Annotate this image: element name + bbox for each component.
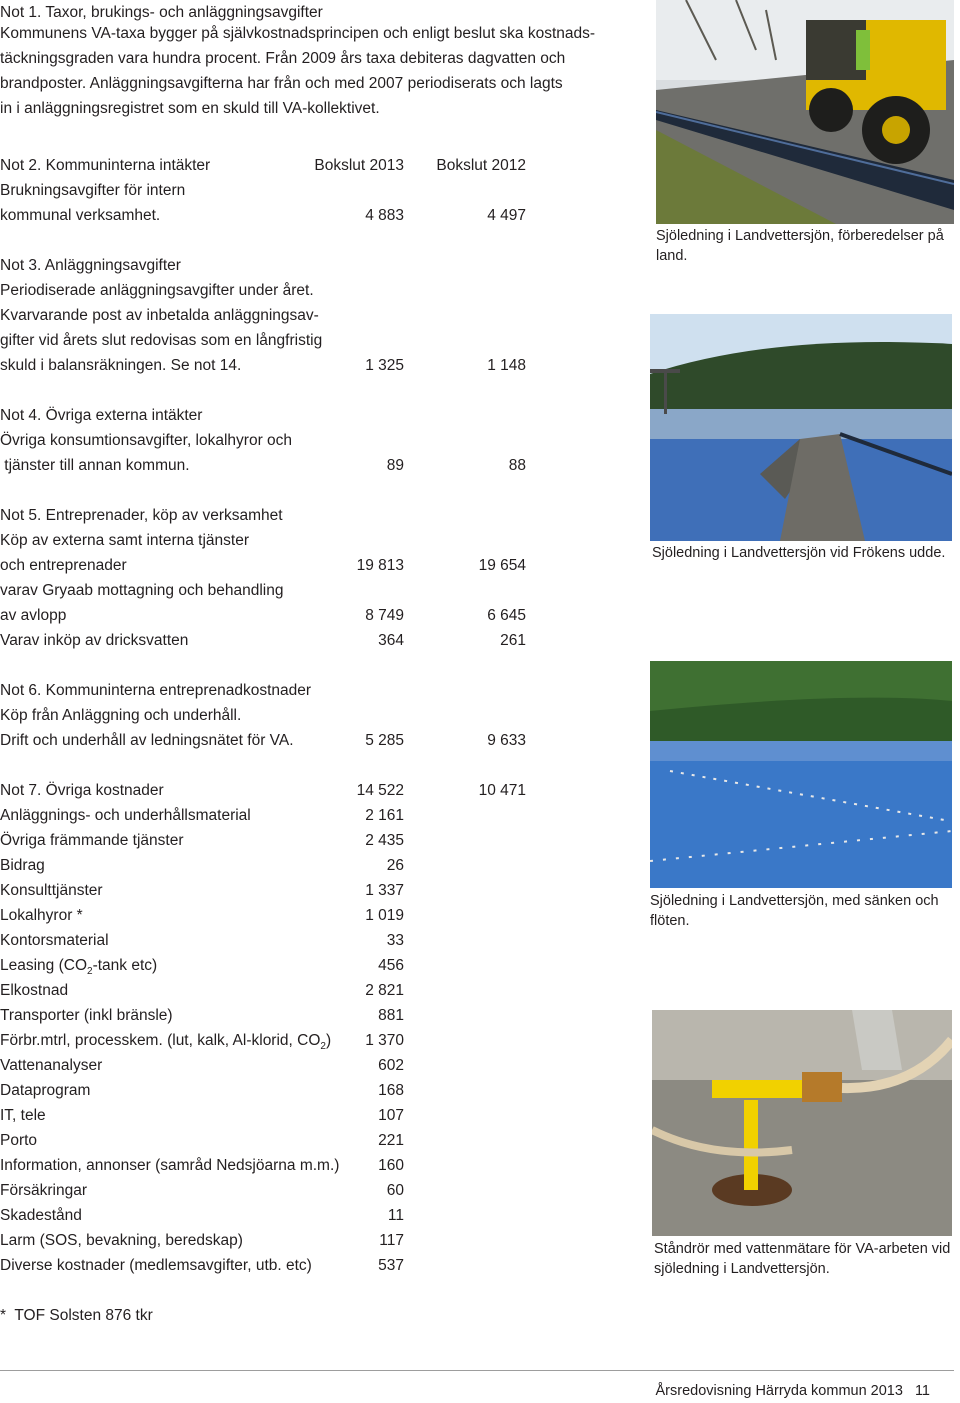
photo1-caption: Sjöledning i Landvettersjön, förberedelser på land. bbox=[656, 228, 944, 264]
not4-text-line: Övriga konsumtionsavgifter, lokalhyror och bbox=[0, 432, 293, 449]
not6-text-line: Köp från Anläggning och underhåll. bbox=[0, 707, 242, 724]
not2-value-2012: 4 497 bbox=[487, 207, 526, 224]
not7-row-label-part: ) bbox=[325, 1032, 332, 1049]
not7-row-value: 107 bbox=[378, 1107, 404, 1124]
not7-row-value: 2 435 bbox=[365, 832, 404, 849]
not7-row-value: 881 bbox=[378, 1007, 404, 1024]
not7-row-value: 26 bbox=[386, 857, 404, 874]
photo3-caption: Sjöledning i Landvettersjön, med sänken och flöten. bbox=[650, 893, 939, 929]
not7-row-label: Information, annonser (samråd Nedsjöarna m.m.) bbox=[0, 1157, 340, 1174]
not7-row-label: Transporter (inkl bränsle) bbox=[0, 1007, 173, 1024]
not7-row-label: Skadestånd bbox=[0, 1207, 82, 1224]
footer-rule bbox=[0, 1370, 954, 1371]
photo-lake-floats bbox=[650, 661, 952, 888]
footer bbox=[656, 1381, 930, 1401]
column-header-2012: Bokslut 2012 bbox=[436, 157, 526, 174]
not7-row-value: 11 bbox=[387, 1207, 404, 1224]
not7-row-value: 2 161 bbox=[365, 807, 404, 824]
not7-row-value: 1 370 bbox=[365, 1032, 404, 1049]
not7-row-label-part: Leasing (CO bbox=[0, 957, 88, 974]
not7-row-label-part: Förbr.mtrl, processkem. (lut, kalk, Al-klorid, CO bbox=[0, 1032, 321, 1049]
not7-row-value: 221 bbox=[378, 1132, 404, 1149]
not7-row-label: Dataprogram bbox=[0, 1082, 91, 1099]
photo-standpipe-meter bbox=[652, 1010, 952, 1236]
not7-row-label: Larm (SOS, bevakning, beredskap) bbox=[0, 1232, 243, 1249]
not4-value-2012: 88 bbox=[508, 457, 526, 474]
not7-row-label-subscript: 2 bbox=[320, 1041, 326, 1053]
footer-title: Årsredovisning Härryda kommun 2013 bbox=[655, 1383, 903, 1399]
not5-text-line: varav Gryaab mottagning och behandling bbox=[0, 582, 284, 599]
not4-text-line: tjänster till annan kommun. bbox=[0, 457, 190, 474]
not7-row-label: Kontorsmaterial bbox=[0, 932, 109, 949]
not7-row-value: 160 bbox=[378, 1157, 404, 1174]
not5-text-line: och entreprenader bbox=[0, 557, 127, 574]
not1-heading: Not 1. Taxor, brukings- och anläggningsavgifter bbox=[0, 4, 323, 21]
not4-value-2013: 89 bbox=[386, 457, 404, 474]
not7-value-2013: 14 522 bbox=[356, 782, 404, 799]
not7-heading: Not 7. Övriga kostnader bbox=[0, 782, 164, 799]
not7-row-label: Konsulttjänster bbox=[0, 882, 103, 899]
not2-heading: Not 2. Kommuninterna intäkter bbox=[0, 157, 211, 174]
not3-text-line: gifter vid årets slut redovisas som en långfristig bbox=[0, 332, 323, 349]
not5-value-2013: 19 813 bbox=[356, 557, 404, 574]
not7-row-label: Diverse kostnader (medlemsavgifter, utb. etc) bbox=[0, 1257, 312, 1274]
not5-text-line: av avlopp bbox=[0, 607, 67, 624]
not3-text-line: Kvarvarande post av inbetalda anläggningsav- bbox=[0, 307, 319, 324]
not6-value-2013: 5 285 bbox=[365, 732, 404, 749]
not5-value-2012: 19 654 bbox=[478, 557, 526, 574]
not7-row-value: 1 019 bbox=[365, 907, 404, 924]
not7-row-value: 168 bbox=[378, 1082, 404, 1099]
not7-row-label: Porto bbox=[0, 1132, 38, 1149]
not7-row-value: 2 821 bbox=[365, 982, 404, 999]
not7-row-label: Bidrag bbox=[0, 857, 45, 874]
page-number: 11 bbox=[914, 1383, 930, 1399]
column-header-2013: Bokslut 2013 bbox=[314, 157, 404, 174]
not7-row-label: Lokalhyror * bbox=[0, 907, 83, 924]
not5-value-2012: 261 bbox=[500, 632, 526, 649]
not3-heading: Not 3. Anläggningsavgifter bbox=[0, 257, 181, 274]
not6-heading: Not 6. Kommuninterna entreprenadkostnader bbox=[0, 682, 312, 699]
not5-text-line: Köp av externa samt interna tjänster bbox=[0, 532, 249, 549]
not6-value-2012: 9 633 bbox=[487, 732, 526, 749]
not1-text-line: brandposter. Anläggningsavgifterna har från och med 2007 periodiserats och lagts bbox=[0, 75, 563, 92]
not7-row-value: 1 337 bbox=[365, 882, 404, 899]
not3-text-line: Periodiserade anläggningsavgifter under året. bbox=[0, 282, 314, 299]
not7-row-value: 456 bbox=[378, 957, 404, 974]
not6-text-line: Drift och underhåll av ledningsnätet för VA. bbox=[0, 732, 294, 749]
photo2-caption: Sjöledning i Landvettersjön vid Frökens udde. bbox=[652, 545, 946, 561]
not3-value-2013: 1 325 bbox=[365, 357, 404, 374]
not7-row-label-part: -tank etc) bbox=[92, 957, 158, 974]
not2-text-line: Brukningsavgifter för intern bbox=[0, 182, 186, 199]
not5-value-2012: 6 645 bbox=[487, 607, 526, 624]
not7-row-label: Övriga främmande tjänster bbox=[0, 832, 184, 849]
not7-row-value: 117 bbox=[379, 1232, 404, 1249]
not1-text-line: täckningsgraden vara hundra procent. Från 2009 års taxa debiteras dagvatten och bbox=[0, 50, 566, 67]
not7-row-value: 33 bbox=[386, 932, 404, 949]
not4-heading: Not 4. Övriga externa intäkter bbox=[0, 407, 203, 424]
photo-lake-pier bbox=[650, 314, 952, 541]
footnote: * TOF Solsten 876 tkr bbox=[0, 1307, 153, 1324]
photo-pipe-on-land bbox=[656, 0, 954, 224]
not2-text-line: kommunal verksamhet. bbox=[0, 207, 161, 224]
not7-value-2012: 10 471 bbox=[478, 782, 526, 799]
not5-value-2013: 8 749 bbox=[365, 607, 404, 624]
not7-row-label: IT, tele bbox=[0, 1107, 46, 1124]
not7-row-value: 537 bbox=[378, 1257, 404, 1274]
not2-value-2013: 4 883 bbox=[365, 207, 404, 224]
photo4-caption: Ståndrör med vattenmätare för VA-arbeten vid sjöledning i Landvettersjön. bbox=[654, 1241, 951, 1277]
not1-text-line: Kommunens VA-taxa bygger på självkostnadsprincipen och enligt beslut ska kostnads- bbox=[0, 25, 596, 42]
not5-value-2013: 364 bbox=[378, 632, 404, 649]
not3-value-2012: 1 148 bbox=[487, 357, 526, 374]
not7-row-label: Försäkringar bbox=[0, 1182, 87, 1199]
not3-text-line: skuld i balansräkningen. Se not 14. bbox=[0, 357, 242, 374]
not7-row-value: 602 bbox=[378, 1057, 404, 1074]
not1-text-line: in i anläggningsregistret som en skuld till VA-kollektivet. bbox=[0, 100, 380, 117]
not7-row-label: Elkostnad bbox=[0, 982, 69, 999]
not5-heading: Not 5. Entreprenader, köp av verksamhet bbox=[0, 507, 283, 524]
not7-row-label: Anläggnings- och underhållsmaterial bbox=[0, 807, 251, 824]
not5-text-line: Varav inköp av dricksvatten bbox=[0, 632, 189, 649]
not7-row-label: Vattenanalyser bbox=[0, 1057, 103, 1074]
not7-row-value: 60 bbox=[386, 1182, 404, 1199]
not7-row-label-subscript: 2 bbox=[87, 966, 93, 978]
